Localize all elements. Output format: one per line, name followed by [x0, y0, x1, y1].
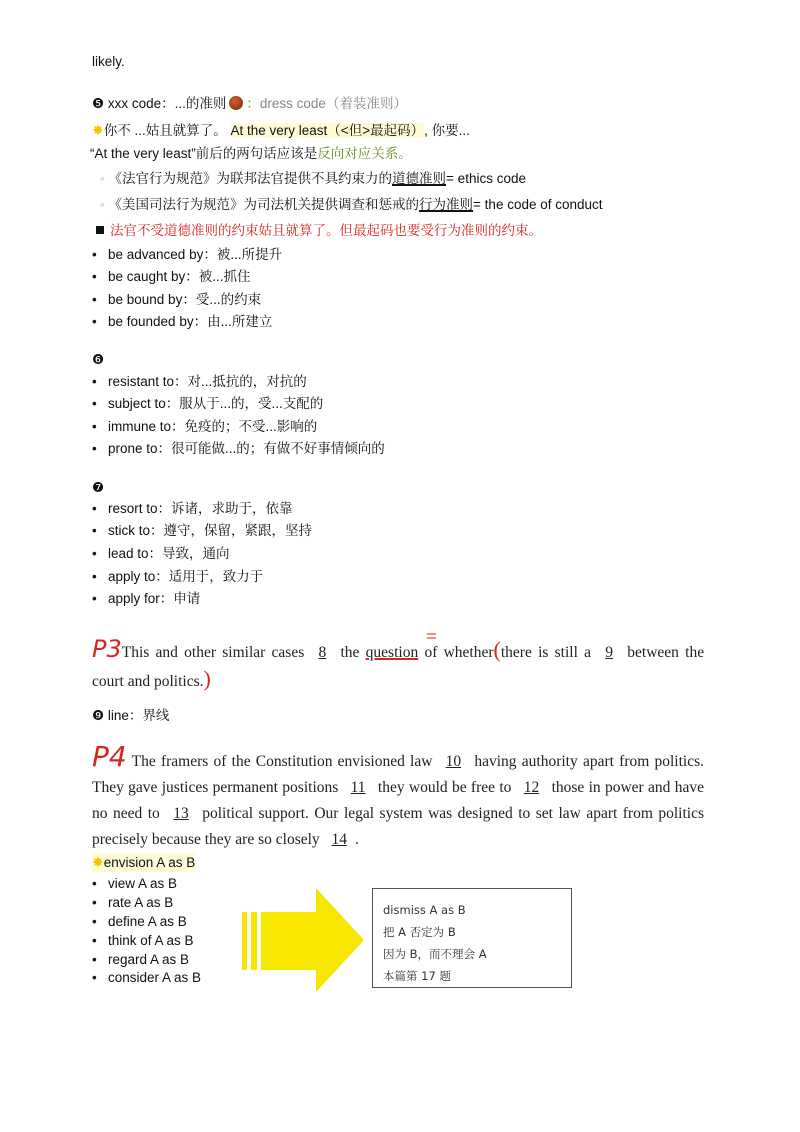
- handwritten-mark: P4: [92, 740, 127, 773]
- text: of whether: [424, 644, 494, 661]
- separator: ：: [246, 96, 260, 111]
- text: “At the very least”前后的两句话应该是: [90, 146, 318, 161]
- box-line: 把 A 否定为 B: [383, 925, 456, 939]
- section-number: ❾: [92, 708, 105, 723]
- handwritten-equals: =: [425, 626, 437, 648]
- arrow-icon: [240, 888, 366, 992]
- list-item: • view A as B: [92, 875, 177, 893]
- underlined-text: 道德准则: [392, 171, 447, 186]
- text: question: [365, 644, 419, 661]
- list-item: • think of A as B: [92, 932, 194, 950]
- list-item: • prone to：很可能做...的；有做不好事情倾向的: [92, 440, 385, 458]
- handwritten-mark: P3: [92, 635, 122, 663]
- section-number: ❺: [92, 96, 105, 111]
- section-7-number: ❼: [92, 480, 105, 495]
- bullet-icon: ▪: [100, 171, 109, 186]
- text: having authority apart from politics. They gave justices permanent positions: [92, 753, 705, 796]
- code-line-1: [100, 170, 526, 188]
- list-item: • be caught by：被...抓住: [92, 268, 251, 286]
- list-item: • rate A as B: [92, 894, 173, 912]
- text: the: [340, 644, 360, 661]
- text: 法官不受道德准则的约束姑且就算了。但最起码也要受行为准则的约束。: [110, 223, 542, 238]
- list-item: • immune to：免疫的；不受...影响的: [92, 418, 317, 436]
- list-item: • resort to：诉诸，求助于，依靠: [92, 500, 293, 518]
- blank-14: 14: [331, 831, 348, 848]
- text: 你不 ...姑且就算了。: [103, 123, 227, 138]
- list-item: • define A as B: [92, 913, 187, 931]
- text: This and other similar cases: [121, 644, 305, 661]
- star-icon: ✸: [92, 854, 104, 870]
- text: between the court and politics.: [92, 644, 705, 690]
- text: those in power and have no need to: [92, 779, 705, 822]
- section-5-heading: [92, 95, 407, 113]
- list-item: • regard A as B: [92, 951, 189, 969]
- dismiss-note-box: [372, 888, 572, 988]
- question-word: [365, 626, 437, 661]
- blank-12: 12: [523, 779, 540, 796]
- list-item: • consider A as B: [92, 969, 201, 987]
- underlined-text: 行为准则: [419, 197, 474, 212]
- paragraph-p4: [92, 740, 705, 853]
- basketball-icon: [229, 96, 243, 110]
- section-9: [92, 707, 169, 725]
- text: The framers of the Constitution envisioned law: [131, 753, 433, 770]
- list-item: • stick to：遵守，保留，紧跟，坚持: [92, 522, 312, 540]
- section-6-number: ❻: [92, 352, 105, 367]
- list-item: • lead to：导致，通向: [92, 545, 230, 563]
- box-line: 因为 B，而不理会 A: [383, 947, 487, 961]
- box-line: 本篇第 17 题: [383, 969, 451, 983]
- list-item: • apply to：适用于，致力于: [92, 568, 263, 586]
- text: 《美国司法行为规范》为司法机关提供调查和惩戒的: [108, 197, 420, 212]
- star-line: [92, 121, 470, 140]
- list-item: • be bound by：受...的约束: [92, 291, 261, 309]
- blank-11: 11: [350, 779, 366, 796]
- list-item: • be founded by：由...所建立: [92, 313, 272, 331]
- code-line-2: [100, 196, 603, 214]
- text: envision A as B: [103, 855, 196, 870]
- text: = the code of conduct: [473, 197, 603, 212]
- square-icon: [96, 226, 104, 234]
- star-icon: ✸: [92, 122, 104, 138]
- text: , 你要...: [424, 123, 470, 138]
- handwritten-paren: ): [203, 666, 211, 691]
- list-item: • subject to：服从于...的，受...支配的: [92, 395, 323, 413]
- box-line: dismiss A as B: [383, 903, 466, 917]
- red-summary: [96, 222, 542, 240]
- handwritten-paren: (: [493, 637, 501, 662]
- envision-heading: [92, 853, 195, 872]
- text: they would be free to: [377, 779, 512, 796]
- paragraph-p3: [92, 626, 705, 695]
- text-line: likely.: [92, 54, 125, 69]
- text: political support. Our legal system was designed to set law apart from politics precisely because they are so closely: [92, 805, 705, 848]
- heading-text: xxx code：...的准则: [107, 96, 227, 111]
- green-text: 反向对应关系。: [317, 146, 412, 161]
- blank-9: 9: [605, 644, 614, 661]
- text: line：界线: [107, 708, 170, 723]
- blank-8: 8: [318, 644, 327, 661]
- bullet-icon: ▪: [100, 197, 109, 212]
- text: = ethics code: [446, 171, 526, 186]
- blank-13: 13: [173, 805, 189, 822]
- list-item: • apply for：申请: [92, 590, 200, 608]
- list-item: • resistant to：对...抵抗的，对抗的: [92, 373, 307, 391]
- text: 《法官行为规范》为联邦法官提供不具约束力的: [108, 171, 393, 186]
- highlight-text: At the very least（<但>最起码）: [230, 123, 425, 138]
- text: .: [355, 831, 359, 848]
- note-line: [90, 145, 412, 163]
- dress-code-text: dress code（着装准则）: [259, 96, 407, 111]
- text: there is still a: [500, 644, 592, 661]
- list-item: • be advanced by：被...所提升: [92, 246, 282, 264]
- blank-10: 10: [445, 753, 462, 770]
